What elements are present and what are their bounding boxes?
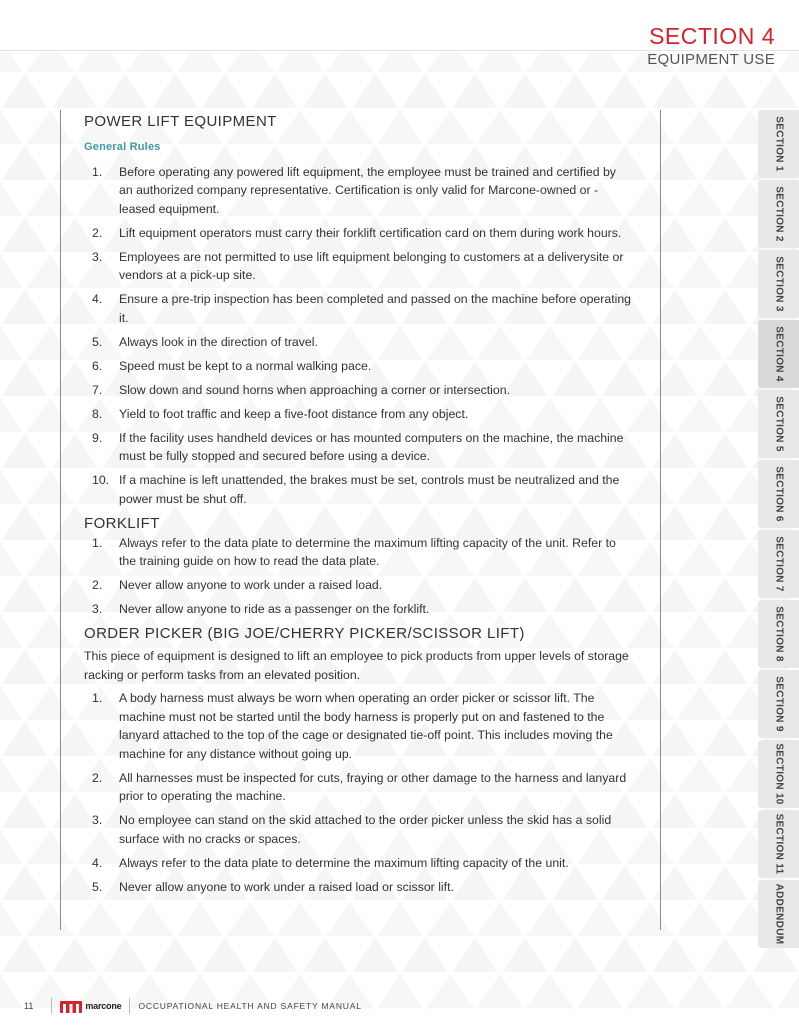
list-item-number: 1.	[92, 691, 103, 705]
list-item-number: 5.	[92, 334, 103, 349]
list-item-text: Never allow anyone to work under a raised load.	[119, 578, 383, 592]
tab-label: SECTION 4	[773, 326, 784, 382]
list-item-text: Lift equipment operators must carry their forklift certification card on them during work hours.	[119, 225, 622, 240]
list-item-number: 8.	[92, 406, 103, 421]
footer-divider	[51, 998, 52, 1014]
list-item	[84, 333, 632, 352]
list-item-number: 6.	[92, 358, 103, 373]
tab-section-1[interactable]	[758, 110, 799, 178]
tab-label: SECTION 5	[773, 396, 784, 452]
order-picker-intro: This piece of equipment is designed to lift an employee to pick products from upper levels of storage racking or perform tasks from an elevated position.	[84, 649, 629, 682]
tab-section-7[interactable]	[758, 530, 799, 598]
list-item	[84, 224, 632, 243]
general-rules-subheading: General Rules	[84, 141, 161, 153]
tab-label: SECTION 1	[773, 116, 784, 172]
tab-section-10[interactable]	[758, 740, 799, 808]
section-subtitle: EQUIPMENT USE	[647, 51, 775, 68]
tab-section-4[interactable]	[758, 320, 799, 388]
list-item	[84, 248, 632, 285]
content-right-rule	[660, 110, 661, 930]
section-tabs	[758, 110, 799, 950]
list-item-number: 3.	[92, 249, 103, 264]
list-item-text: Always look in the direction of travel.	[119, 334, 318, 349]
list-item-number: 2.	[92, 770, 103, 785]
tab-label: SECTION 10	[773, 743, 784, 805]
tab-label: SECTION 3	[773, 256, 784, 312]
list-item-number: 9.	[92, 430, 103, 445]
tab-section-2[interactable]	[758, 180, 799, 248]
list-item-number: 10.	[92, 473, 110, 487]
list-item	[84, 854, 632, 873]
manual-title: OCCUPATIONAL HEALTH AND SAFETY MANUAL	[138, 1001, 362, 1011]
list-item-text: A body harness must always be worn when operating an order picker or scissor lift. The machine must not be started until the body harness is properly put on and fastened to the lanyard attached to the top of the cage or designated tie-off point. This includes moving the machine for any distance without going up.	[119, 691, 613, 761]
tab-label: SECTION 2	[773, 186, 784, 242]
tab-section-8[interactable]	[758, 600, 799, 668]
list-item-number: 4.	[92, 292, 103, 306]
page-header	[647, 22, 775, 70]
content-left-rule	[60, 110, 61, 930]
tab-section-11[interactable]	[758, 810, 799, 878]
list-item-text: Yield to foot traffic and keep a five-foot distance from any object.	[119, 406, 469, 421]
list-item-text: Employees are not permitted to use lift equipment belonging to customers at a deliverysite or vendors at a pick-up site.	[119, 249, 624, 282]
list-item-number: 3.	[92, 602, 103, 616]
tab-addendum[interactable]	[758, 880, 799, 948]
list-item-number: 2.	[92, 578, 103, 592]
list-item-number: 1.	[92, 535, 103, 550]
tab-label: SECTION 7	[773, 536, 784, 592]
list-item-text: If a machine is left unattended, the brakes must be set, controls must be neutralized and the power must be shut off.	[119, 473, 620, 506]
section-title: SECTION 4	[649, 23, 775, 49]
list-item-text: No employee can stand on the skid attached to the order picker unless the skid has a solid surface with no cracks or spaces.	[119, 813, 612, 846]
list-item-text: Slow down and sound horns when approaching a corner or intersection.	[119, 382, 511, 397]
list-item	[84, 429, 632, 466]
tab-label: SECTION 8	[773, 606, 784, 662]
list-item	[84, 811, 632, 848]
list-item	[84, 290, 632, 327]
list-item	[84, 600, 632, 619]
list-item-text: All harnesses must be inspected for cuts, fraying or other damage to the harness and lanyard prior to operating the machine.	[119, 770, 627, 803]
order-picker-heading: ORDER PICKER (BIG JOE/CHERRY PICKER/SCISSOR LIFT)	[84, 625, 525, 642]
list-item	[84, 689, 632, 763]
tab-section-6[interactable]	[758, 460, 799, 528]
order-picker-list	[84, 689, 632, 896]
list-item	[84, 381, 632, 400]
marcone-logo-icon	[60, 999, 82, 1013]
content-area	[84, 112, 632, 902]
tab-section-3[interactable]	[758, 250, 799, 318]
tab-section-5[interactable]	[758, 390, 799, 458]
marcone-logo-text: marcone	[85, 1001, 122, 1011]
page-number: 11	[24, 1001, 34, 1011]
list-item	[84, 357, 632, 376]
list-item-number: 5.	[92, 879, 103, 894]
tab-section-9[interactable]	[758, 670, 799, 738]
list-item-text: Always refer to the data plate to determine the maximum lifting capacity of the unit.	[119, 855, 569, 870]
tab-label: SECTION 11	[773, 813, 784, 875]
tab-label: SECTION 6	[773, 466, 784, 522]
list-item-text: Never allow anyone to work under a raised load or scissor lift.	[119, 879, 454, 894]
list-item	[84, 471, 632, 508]
list-item	[84, 534, 632, 571]
footer-divider	[129, 998, 130, 1014]
tab-label: SECTION 9	[773, 676, 784, 732]
forklift-heading: FORKLIFT	[84, 514, 160, 532]
list-item-number: 2.	[92, 225, 103, 240]
power-lift-heading: POWER LIFT EQUIPMENT	[84, 113, 277, 130]
list-item-number: 4.	[92, 855, 103, 870]
list-item-number: 1.	[92, 164, 103, 179]
list-item	[84, 576, 632, 595]
list-item-text: Never allow anyone to ride as a passenger on the forklift.	[119, 602, 430, 616]
list-item-text: Ensure a pre-trip inspection has been completed and passed on the machine before operating it.	[119, 292, 632, 325]
page-footer	[24, 996, 362, 1016]
list-item-text: If the facility uses handheld devices or has mounted computers on the machine, the machine must be fully stopped and secured before using a device.	[119, 430, 624, 463]
list-item-number: 3.	[92, 813, 103, 827]
list-item	[84, 163, 632, 219]
list-item	[84, 769, 632, 806]
list-item-number: 7.	[92, 382, 103, 397]
list-item-text: Before operating any powered lift equipment, the employee must be trained and certified by an authorized company representative. Certification is only valid for Marcone-owned or -leased equipment.	[119, 164, 616, 216]
list-item	[84, 878, 632, 897]
list-item	[84, 405, 632, 424]
list-item-text: Speed must be kept to a normal walking pace.	[119, 358, 372, 373]
power-lift-list	[84, 163, 632, 509]
list-item-text: Always refer to the data plate to determine the maximum lifting capacity of the unit. Refer to the training guide on how to read the data plate.	[119, 535, 616, 568]
tab-label: ADDENDUM	[773, 883, 784, 945]
forklift-list	[84, 534, 632, 619]
